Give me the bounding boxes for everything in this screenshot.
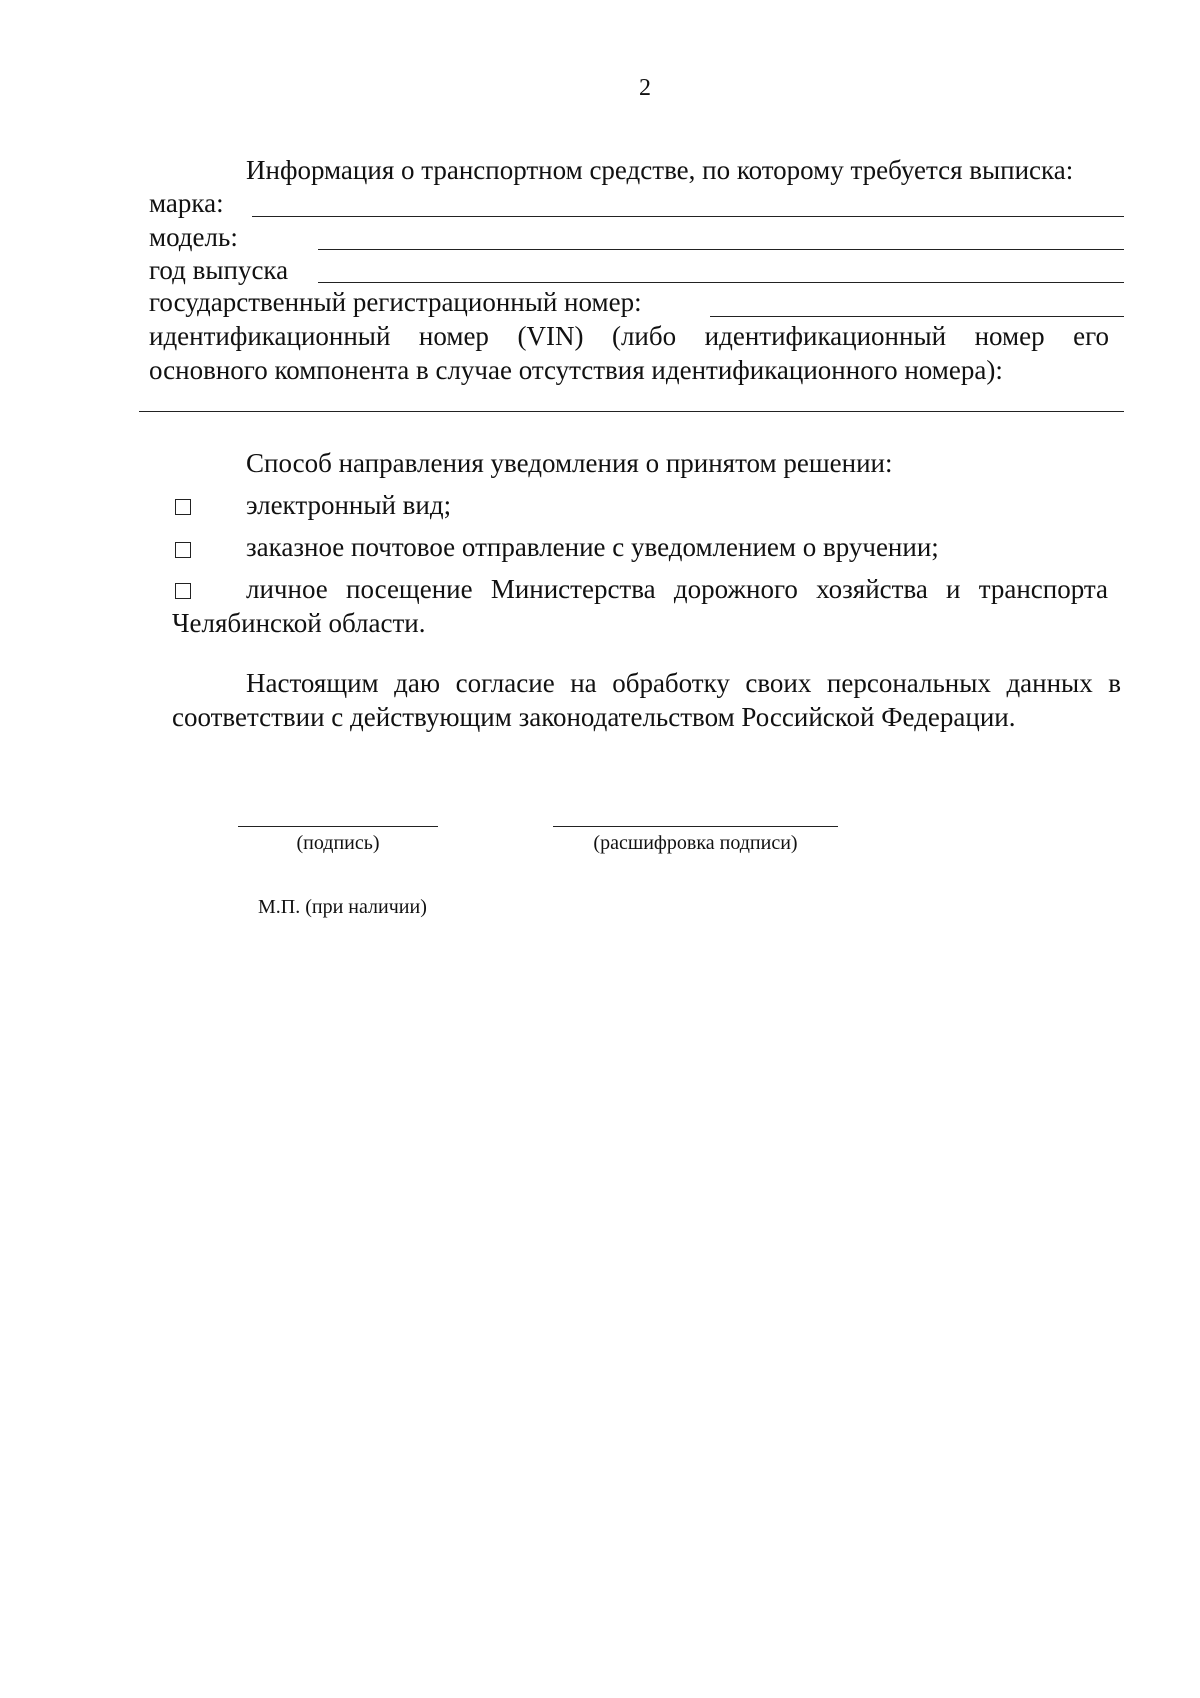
option-personal-visit-label-line1: личное посещение Министерства дорожного хозяйства и транспорта (246, 574, 1108, 604)
consent-text-line1: Настоящим даю согласие на обработку своих персональных данных в (246, 668, 1121, 698)
signature-line[interactable] (238, 826, 438, 827)
option-personal-visit-label-line2: Челябинской области. (172, 608, 426, 638)
signature-decode-line[interactable] (553, 826, 838, 827)
signature-caption: (подпись) (296, 832, 380, 854)
notification-heading: Способ направления уведомления о принятом решении: (246, 448, 893, 478)
option-registered-mail-label: заказное почтовое отправление с уведомлением о вручении; (246, 532, 939, 562)
reg-number-field-line[interactable] (710, 316, 1124, 317)
reg-number-label: государственный регистрационный номер: (149, 287, 642, 317)
year-field-line[interactable] (318, 282, 1124, 283)
option-registered-mail-checkbox[interactable] (175, 542, 191, 558)
brand-field-line[interactable] (252, 216, 1124, 217)
vin-label-line2: основного компонента в случае отсутствия идентификационного номера): (149, 355, 1003, 385)
consent-text-line2: соответствии с действующим законодательством Российской Федерации. (172, 702, 1016, 732)
brand-label: марка: (149, 188, 224, 218)
option-electronic-checkbox[interactable] (175, 499, 191, 515)
page-number: 2 (639, 75, 651, 101)
model-field-line[interactable] (318, 249, 1124, 250)
stamp-note: М.П. (при наличии) (258, 896, 427, 918)
vin-label-line1: идентификационный номер (VIN) (либо идентификационный номер его (149, 321, 1109, 351)
model-label: модель: (149, 222, 238, 252)
option-personal-visit-checkbox[interactable] (175, 583, 191, 599)
vin-field-line[interactable] (139, 411, 1124, 412)
year-label: год выпуска (149, 255, 289, 285)
signature-decode-caption: (расшифровка подписи) (593, 832, 798, 854)
option-electronic-label: электронный вид; (246, 490, 452, 520)
vehicle-info-heading: Информация о транспортном средстве, по которому требуется выписка: (246, 155, 1074, 185)
